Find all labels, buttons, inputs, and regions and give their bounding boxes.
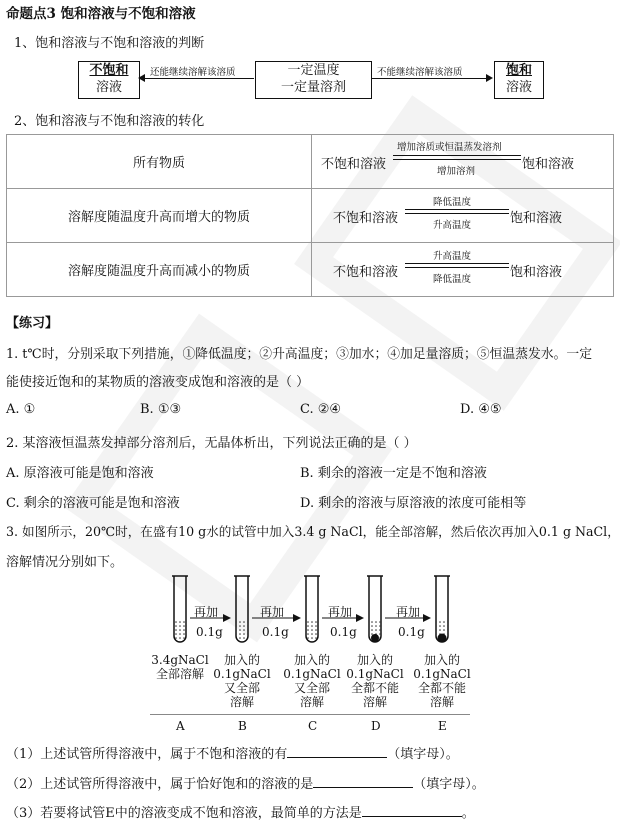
tube-b-label-line: 加入的 xyxy=(223,653,260,667)
tube-b-label-line: 又全部 xyxy=(223,681,260,695)
q3-sub3 xyxy=(6,802,475,821)
tube-c-label-line: 0.1gNaCl xyxy=(283,667,341,681)
test-tube-b xyxy=(234,576,250,642)
conv-left: 不饱和溶液 xyxy=(321,157,387,172)
arrow1-bottom: 0.1g xyxy=(196,625,223,639)
q3-sub1 xyxy=(6,743,459,762)
practice-heading: 【练习】 xyxy=(6,316,59,331)
arrow2-bottom: 0.1g xyxy=(262,625,289,639)
arrow2-top: 再加 xyxy=(260,605,285,619)
conversion-cell xyxy=(312,243,614,297)
q1-option-b: B. ①③ xyxy=(140,402,182,417)
letter-b: B xyxy=(238,719,247,733)
q1-option-c: C. ②④ xyxy=(300,402,342,417)
saturated-box-line1: 饱和 xyxy=(505,63,532,78)
letter-a: A xyxy=(176,719,185,733)
q3-sub3-blank[interactable] xyxy=(362,816,462,817)
conv-left: 不饱和溶液 xyxy=(333,265,399,280)
unsaturated-box xyxy=(78,61,140,99)
conversion-table xyxy=(6,134,614,297)
q3-sub3-end: 。 xyxy=(461,806,475,821)
q2-option-a: A. 原溶液可能是饱和溶液 xyxy=(6,466,154,481)
figure-baseline xyxy=(150,714,470,715)
q3-sub1-blank[interactable] xyxy=(287,757,387,758)
table-row xyxy=(7,135,614,189)
test-tube-a xyxy=(172,576,188,642)
q2-option-b: B. 剩余的溶液一定是不饱和溶液 xyxy=(300,466,487,481)
q3-sub2 xyxy=(6,773,485,792)
tube-e-label-line: 加入的 xyxy=(423,653,460,667)
unsaturated-box-line1: 不饱和 xyxy=(89,63,129,78)
saturated-box xyxy=(494,61,544,99)
unsaturated-box-line2: 溶液 xyxy=(95,80,122,95)
tube-c-label-line: 溶解 xyxy=(299,695,324,709)
test-tube-d xyxy=(367,576,383,642)
letter-e: E xyxy=(438,719,447,733)
tube-a-label-line: 3.4gNaCl xyxy=(151,653,209,667)
tube-c-label xyxy=(282,653,342,709)
q3-sub2-text: （2）上述试管所得溶液中，属于恰好饱和的溶液的是 xyxy=(6,777,314,792)
q2-stem: 2. 某溶液恒温蒸发掉部分溶剂后，无晶体析出，下列说法正确的是（ ） xyxy=(6,436,417,451)
left-arrow-label: 还能继续溶解该溶质 xyxy=(150,67,236,78)
conv-top: 降低温度 xyxy=(433,197,472,208)
tube-b-label-line: 溶解 xyxy=(229,695,254,709)
q3-sub2-end: （填字母）。 xyxy=(413,777,485,792)
q3-sub3-text: （3）若要将试管E中的溶液变成不饱和溶液，最简单的方法是 xyxy=(6,806,362,821)
conv-right: 饱和溶液 xyxy=(522,157,575,172)
arrow3-bottom: 0.1g xyxy=(330,625,357,639)
right-arrow-line xyxy=(371,78,487,79)
q3-line1: 3. 如图所示，20℃时，在盛有10 g水的试管中加入3.4 g NaCl，能全部溶解，然后依次再加入0.1 g NaCl， xyxy=(6,524,620,539)
q1-option-a: A. ① xyxy=(6,402,36,417)
arrow4-top: 再加 xyxy=(396,605,421,619)
tube-d-label-line: 溶解 xyxy=(362,695,387,709)
tube-d-label xyxy=(345,653,405,709)
conv-arrow-upper xyxy=(405,263,509,264)
tube-d-label-line: 全都不能 xyxy=(350,681,399,695)
right-arrow-head xyxy=(486,74,493,82)
left-arrow-head xyxy=(138,74,145,82)
tube-e-label-line: 溶解 xyxy=(429,695,454,709)
test-tube-e xyxy=(434,576,450,643)
right-arrow-label: 不能继续溶解该溶质 xyxy=(377,67,463,78)
tube-d-label-line: 加入的 xyxy=(356,653,393,667)
conv-arrow-lower xyxy=(405,213,509,214)
conv-arrow-upper xyxy=(405,209,509,210)
q3-sub2-blank[interactable] xyxy=(313,787,413,788)
q3-sub1-end: （填字母）。 xyxy=(387,747,459,762)
conversion-cell xyxy=(312,189,614,243)
tube-b-label-line: 0.1gNaCl xyxy=(213,667,271,681)
q3-line2: 溶解情况分别如下。 xyxy=(6,555,124,570)
q1-line1: 1. t℃时，分别采取下列措施，①降低温度；②升高温度；③加水；④加足量溶质；⑤恒温蒸发水。一定 xyxy=(6,347,593,362)
tube-e-label-line: 0.1gNaCl xyxy=(413,667,471,681)
row-label: 所有物质 xyxy=(7,135,312,189)
tube-e-label xyxy=(412,653,472,709)
tube-c-label-line: 加入的 xyxy=(293,653,330,667)
test-tube-c xyxy=(304,576,320,642)
tube-d-label-line: 0.1gNaCl xyxy=(346,667,404,681)
conv-arrow-upper xyxy=(393,155,521,156)
q1-line2: 能使接近饱和的某物质的溶液变成饱和溶液的是（ ） xyxy=(6,375,310,390)
saturated-box-line2: 溶液 xyxy=(505,80,532,95)
conv-bottom: 降低温度 xyxy=(433,274,472,285)
arrow3-top: 再加 xyxy=(328,605,353,619)
conv-right: 饱和溶液 xyxy=(510,211,563,226)
conv-top: 升高温度 xyxy=(433,251,472,262)
row-label: 溶解度随温度升高而减小的物质 xyxy=(7,243,312,297)
section1-title: 1、饱和溶液与不饱和溶液的判断 xyxy=(14,36,205,51)
q2-option-c: C. 剩余的溶液可能是饱和溶液 xyxy=(6,496,180,511)
tube-c-label-line: 又全部 xyxy=(293,681,330,695)
section2-title: 2、饱和溶液与不饱和溶液的转化 xyxy=(14,114,205,129)
row-label: 溶解度随温度升高而增大的物质 xyxy=(7,189,312,243)
heading: 命题点3 饱和溶液与不饱和溶液 xyxy=(6,6,196,22)
condition-line2: 一定量溶剂 xyxy=(280,80,346,95)
table-row xyxy=(7,243,614,297)
tube-b-label xyxy=(212,653,272,709)
arrow4-bottom: 0.1g xyxy=(398,625,425,639)
conv-arrow-lower xyxy=(405,267,509,268)
q1-option-d: D. ④⑤ xyxy=(460,402,502,417)
q3-sub1-text: （1）上述试管所得溶液中，属于不饱和溶液的有 xyxy=(6,747,288,762)
arrow1-top: 再加 xyxy=(194,605,219,619)
condition-line1: 一定温度 xyxy=(287,63,340,78)
tube-a-label-line: 全部溶解 xyxy=(155,667,204,681)
left-arrow-line xyxy=(140,78,254,79)
table-row xyxy=(7,189,614,243)
tube-a-label xyxy=(148,653,212,681)
conversion-cell xyxy=(312,135,614,189)
tube-e-label-line: 全都不能 xyxy=(417,681,466,695)
conv-right: 饱和溶液 xyxy=(510,265,563,280)
conv-bottom: 升高温度 xyxy=(433,220,472,231)
conv-bottom: 增加溶剂 xyxy=(437,166,476,177)
letter-d: D xyxy=(371,719,381,733)
conv-arrow-lower xyxy=(393,159,521,160)
conv-left: 不饱和溶液 xyxy=(333,211,399,226)
condition-box xyxy=(255,61,372,99)
q2-option-d: D. 剩余的溶液与原溶液的浓度可能相等 xyxy=(300,496,527,511)
letter-c: C xyxy=(308,719,318,733)
conv-top: 增加溶质或恒温蒸发溶剂 xyxy=(397,142,502,153)
